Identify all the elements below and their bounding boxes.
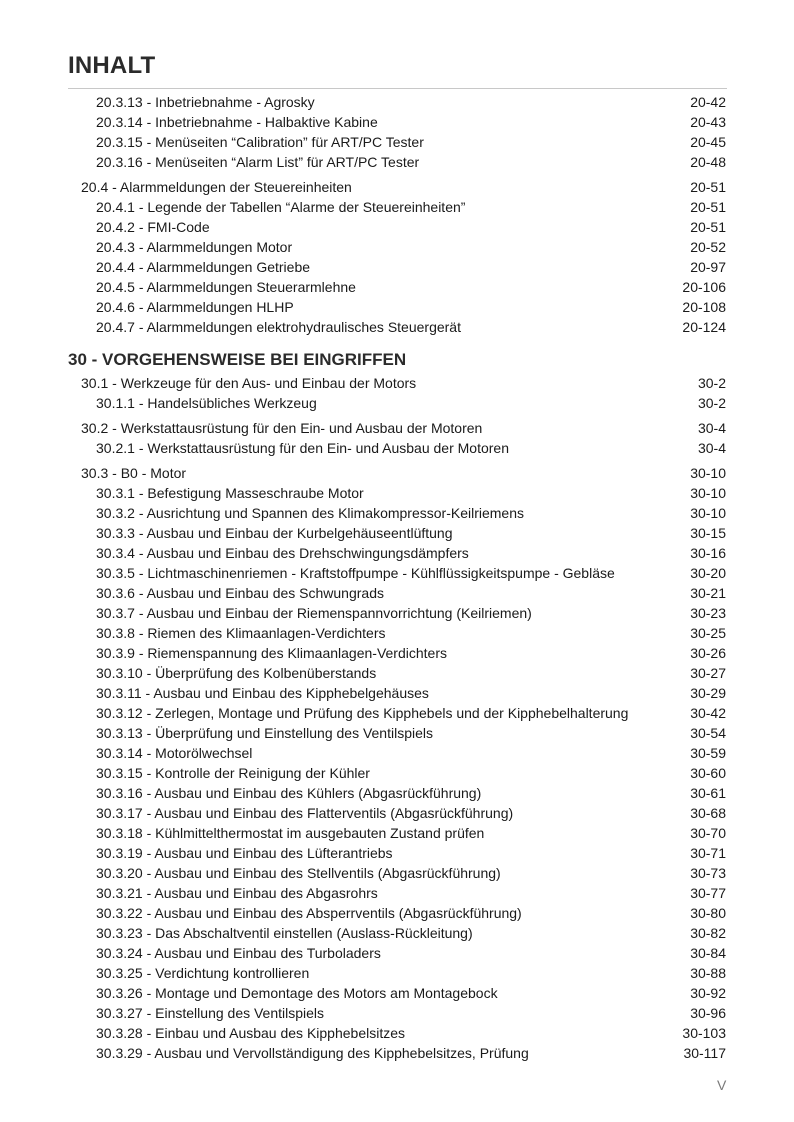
toc-entry-page: 30-88 [690, 965, 726, 981]
toc-entry[interactable] [68, 983, 727, 1003]
toc-entry-label: 30.3.22 - Ausbau und Einbau des Absperrventils (Abgasrückführung) [96, 905, 522, 921]
toc-entry[interactable] [68, 92, 727, 112]
toc-entry-label: 30.3.19 - Ausbau und Einbau des Lüfterantriebs [96, 845, 393, 861]
toc-entry-page: 30-77 [690, 885, 726, 901]
toc-entry-page: 20-108 [682, 299, 726, 315]
toc-entry-label: 30.3.9 - Riemenspannung des Klimaanlagen-Verdichters [96, 645, 447, 661]
toc-entry[interactable] [68, 643, 727, 663]
toc-entry-label: 30.2 - Werkstattausrüstung für den Ein- und Ausbau der Motoren [81, 420, 483, 436]
toc-entry-label: 20.3.16 - Menüseiten “Alarm List” für ART/PC Tester [96, 154, 420, 170]
toc-section-heading: 30 - VORGEHENSWEISE BEI EINGRIFFEN [68, 350, 407, 369]
toc-entry-label: 30.3.12 - Zerlegen, Montage und Prüfung des Kipphebels und der Kipphebelhalterung [96, 705, 629, 721]
toc-entry-label: 20.4.7 - Alarmmeldungen elektrohydraulisches Steuergerät [96, 319, 461, 335]
toc-entry-label: 30.3.7 - Ausbau und Einbau der Riemenspannvorrichtung (Keilriemen) [96, 605, 532, 621]
toc-entry[interactable] [68, 217, 727, 237]
toc-entry-page: 30-117 [683, 1045, 726, 1061]
toc-entry[interactable] [68, 763, 727, 783]
toc-entry[interactable] [68, 703, 727, 723]
footer-page-number: V [717, 1077, 727, 1093]
toc-entry[interactable] [68, 623, 727, 643]
toc-entry-label: 30.3.29 - Ausbau und Vervollständigung des Kipphebelsitzes, Prüfung [96, 1045, 529, 1061]
toc-entry-page: 30-10 [690, 485, 726, 501]
toc-entry-label: 30.3.3 - Ausbau und Einbau der Kurbelgehäuseentlüftung [96, 525, 453, 541]
toc-entry-label: 30.1.1 - Handelsübliches Werkzeug [96, 395, 317, 411]
toc-entry[interactable] [68, 257, 727, 277]
toc-entry[interactable] [68, 297, 727, 317]
toc-entry-label: 20.3.14 - Inbetriebnahme - Halbaktive Kabine [96, 114, 378, 130]
toc-entry[interactable] [68, 583, 727, 603]
toc-entry[interactable] [68, 503, 727, 523]
toc-entry-page: 30-61 [690, 785, 726, 801]
toc-entry-label: 30.3.13 - Überprüfung und Einstellung des Ventilspiels [96, 725, 433, 741]
toc-entry-label: 30.3.2 - Ausrichtung und Spannen des Klimakompressor-Keilriemens [96, 505, 525, 521]
toc-entry[interactable] [68, 483, 727, 503]
toc-entry[interactable] [68, 723, 727, 743]
toc-entry-label: 30.3.20 - Ausbau und Einbau des Stellventils (Abgasrückführung) [96, 865, 501, 881]
toc-entry-page: 20-51 [690, 219, 726, 235]
toc-entry-page: 30-80 [690, 905, 726, 921]
toc-entry-page: 20-43 [690, 114, 726, 130]
toc-entry[interactable] [68, 438, 727, 458]
toc-entry-page: 30-60 [690, 765, 726, 781]
toc-entry-label: 20.4 - Alarmmeldungen der Steuereinheiten [81, 179, 352, 195]
toc-entry-page: 20-124 [682, 319, 726, 335]
toc-entry-page: 20-42 [690, 94, 726, 110]
toc-entry[interactable] [68, 1043, 727, 1063]
toc-entry[interactable] [68, 177, 727, 197]
toc-entry-label: 30.3.23 - Das Abschaltventil einstellen (Auslass-Rückleitung) [96, 925, 473, 941]
toc-entry-label: 30.3.24 - Ausbau und Einbau des Turboladers [96, 945, 381, 961]
toc-entry-page: 20-48 [690, 154, 726, 170]
toc-entry-page: 20-51 [690, 199, 726, 215]
toc-entry-label: 20.3.13 - Inbetriebnahme - Agrosky [96, 94, 315, 110]
toc-entry-page: 30-4 [697, 440, 726, 456]
toc-entry[interactable] [68, 373, 727, 393]
toc-entry[interactable] [68, 823, 727, 843]
toc-entry[interactable] [68, 563, 727, 583]
toc-entry-page: 30-59 [690, 745, 726, 761]
toc-entry[interactable] [68, 112, 727, 132]
toc-entry-page: 30-15 [690, 525, 726, 541]
toc-entry-label: 30.3 - B0 - Motor [81, 465, 187, 481]
toc-entry[interactable] [68, 843, 727, 863]
toc-entry-page: 30-4 [697, 420, 726, 436]
toc-entry[interactable] [68, 963, 727, 983]
toc-entry-label: 30.3.17 - Ausbau und Einbau des Flatterventils (Abgasrückführung) [96, 805, 514, 821]
toc-entry-label: 30.3.21 - Ausbau und Einbau des Abgasrohrs [96, 885, 378, 901]
toc-entry[interactable] [68, 863, 727, 883]
toc-entry[interactable] [68, 543, 727, 563]
toc-entry-label: 30.3.26 - Montage und Demontage des Motors am Montagebock [96, 985, 498, 1001]
toc-entry-label: 20.3.15 - Menüseiten “Calibration” für ART/PC Tester [96, 134, 424, 150]
toc-entry-label: 20.4.2 - FMI-Code [96, 219, 210, 235]
toc-entry[interactable] [68, 603, 727, 623]
toc-entry[interactable] [68, 523, 727, 543]
toc-entry-page: 30-96 [690, 1005, 726, 1021]
toc-entry-label: 30.3.4 - Ausbau und Einbau des Drehschwingungsdämpfers [96, 545, 469, 561]
toc-entry-label: 30.3.6 - Ausbau und Einbau des Schwungrads [96, 585, 384, 601]
toc-entry-label: 30.3.16 - Ausbau und Einbau des Kühlers (Abgasrückführung) [96, 785, 482, 801]
toc-entry[interactable] [68, 903, 727, 923]
toc-entry-label: 30.3.8 - Riemen des Klimaanlagen-Verdichters [96, 625, 386, 641]
toc-entry-label: 30.3.15 - Kontrolle der Reinigung der Kühler [96, 765, 370, 781]
toc-entry-page: 30-54 [690, 725, 726, 741]
toc-entry-label: 20.4.1 - Legende der Tabellen “Alarme der Steuereinheiten” [96, 199, 466, 215]
toc-entry-label: 30.3.11 - Ausbau und Einbau des Kipphebelgehäuses [96, 685, 429, 701]
toc-entry-page: 30-29 [690, 685, 726, 701]
toc-entry-page: 30-25 [690, 625, 726, 641]
toc-entry-label: 30.3.1 - Befestigung Masseschraube Motor [96, 485, 364, 501]
toc-entry-page: 30-23 [690, 605, 726, 621]
toc-entry-page: 30-42 [690, 705, 726, 721]
toc-entry-label: 20.4.5 - Alarmmeldungen Steuerarmlehne [96, 279, 356, 295]
toc-entry-page: 30-73 [690, 865, 726, 881]
toc-entry-label: 30.2.1 - Werkstattausrüstung für den Ein- und Ausbau der Motoren [96, 440, 509, 456]
toc-entry-page: 30-84 [690, 945, 726, 961]
toc-entry-page: 20-52 [690, 239, 726, 255]
toc-entry-label: 30.3.10 - Überprüfung des Kolbenüberstands [96, 665, 377, 681]
toc-entry[interactable] [68, 152, 727, 172]
toc-entry[interactable] [68, 743, 727, 763]
page-title: INHALT [68, 52, 156, 79]
toc-entry-page: 30-2 [697, 375, 726, 391]
table-of-contents [68, 92, 727, 1063]
toc-entry-label: 20.4.3 - Alarmmeldungen Motor [96, 239, 293, 255]
toc-entry-label: 30.3.27 - Einstellung des Ventilspiels [96, 1005, 325, 1021]
toc-entry-page: 30-82 [690, 925, 726, 941]
toc-entry[interactable] [68, 197, 727, 217]
toc-entry-page: 30-103 [682, 1025, 726, 1041]
toc-entry-page: 30-21 [690, 585, 726, 601]
toc-entry-page: 30-10 [690, 505, 726, 521]
toc-entry-label: 20.4.4 - Alarmmeldungen Getriebe [96, 259, 311, 275]
toc-entry[interactable] [68, 883, 727, 903]
toc-entry-label: 30.3.28 - Einbau und Ausbau des Kipphebelsitzes [96, 1025, 406, 1041]
toc-entry-label: 30.3.5 - Lichtmaschinenriemen - Kraftstoffpumpe - Kühlflüssigkeitspumpe - Gebläse [96, 565, 615, 581]
toc-entry[interactable] [68, 277, 727, 297]
toc-entry[interactable] [68, 663, 727, 683]
toc-entry-page: 30-16 [690, 545, 726, 561]
toc-entry-page: 30-20 [690, 565, 726, 581]
toc-entry-label: 30.1 - Werkzeuge für den Aus- und Einbau der Motors [81, 375, 417, 391]
title-divider [68, 88, 727, 89]
toc-entry-page: 30-92 [690, 985, 726, 1001]
toc-entry-page: 30-71 [690, 845, 726, 861]
toc-entry[interactable] [68, 943, 727, 963]
toc-entry[interactable] [68, 1023, 727, 1043]
toc-entry[interactable] [68, 803, 727, 823]
toc-entry[interactable] [68, 132, 727, 152]
toc-entry-page: 20-106 [682, 279, 726, 295]
toc-entry-page: 30-70 [690, 825, 726, 841]
toc-entry-page: 20-51 [690, 179, 726, 195]
toc-entry[interactable] [68, 463, 727, 483]
toc-entry-label: 30.3.25 - Verdichtung kontrollieren [96, 965, 310, 981]
toc-entry-label: 30.3.18 - Kühlmittelthermostat im ausgebauten Zustand prüfen [96, 825, 485, 841]
toc-entry[interactable] [68, 1003, 727, 1023]
toc-entry[interactable] [68, 683, 727, 703]
toc-entry[interactable] [68, 923, 727, 943]
toc-entry[interactable] [68, 418, 727, 438]
toc-entry[interactable] [68, 393, 727, 413]
toc-entry-page: 20-97 [690, 259, 726, 275]
toc-entry-label: 20.4.6 - Alarmmeldungen HLHP [96, 299, 294, 315]
toc-entry-page: 30-27 [690, 665, 726, 681]
toc-entry-page: 20-45 [690, 134, 726, 150]
toc-entry-label: 30.3.14 - Motorölwechsel [96, 745, 253, 761]
toc-entry[interactable] [68, 317, 727, 337]
toc-entry-page: 30-68 [690, 805, 726, 821]
toc-entry-page: 30-10 [690, 465, 726, 481]
toc-entry[interactable] [68, 783, 727, 803]
toc-entry[interactable] [68, 237, 727, 257]
toc-entry-page: 30-26 [690, 645, 726, 661]
toc-entry-page: 30-2 [697, 395, 726, 411]
